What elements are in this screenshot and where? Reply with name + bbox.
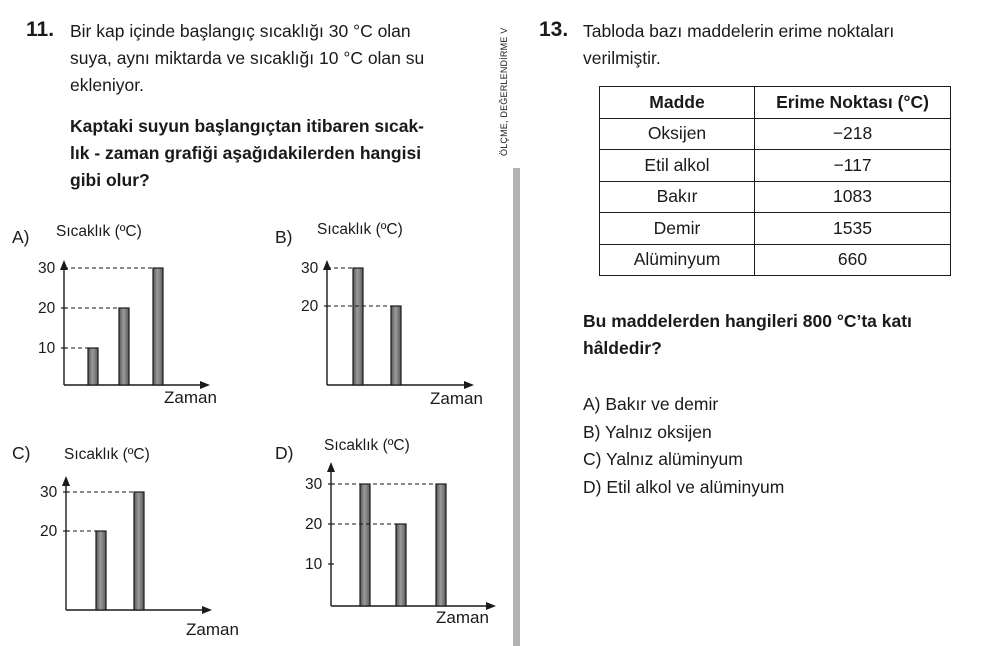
x-axis-arrow <box>202 606 212 614</box>
table-header-row <box>600 87 951 119</box>
bar <box>119 308 129 385</box>
q13-question-line: hâldedir? <box>583 338 662 358</box>
table-cell: Alüminyum <box>600 244 755 276</box>
y-tick-label: 30 <box>38 260 56 277</box>
bar <box>153 268 163 385</box>
q13-stem-line: verilmiştir. <box>583 48 661 68</box>
bar <box>360 484 370 606</box>
choice-text: Yalnız oksijen <box>605 421 712 442</box>
table-cell: −218 <box>755 118 951 150</box>
choice-letter: D) <box>583 476 602 497</box>
bar <box>391 306 401 385</box>
q11-question-line: lık - zaman grafiği aşağıdakilerden hangisi <box>70 143 422 163</box>
table-header-cell: Erime Noktası (°C) <box>755 87 951 119</box>
y-axis-label: Sıcaklık (ºC) <box>324 437 410 454</box>
y-tick-label: 20 <box>305 516 323 533</box>
choice-d[interactable] <box>583 474 784 502</box>
bar <box>436 484 446 606</box>
x-axis-label: Zaman <box>164 388 217 407</box>
y-axis-arrow <box>327 462 335 472</box>
x-axis-label: Zaman <box>436 608 489 627</box>
q13-stem-line: Tabloda bazı maddelerin erime noktaları <box>583 21 895 41</box>
y-tick-label: 20 <box>40 523 58 540</box>
y-axis-arrow <box>62 476 70 486</box>
choice-a[interactable] <box>583 391 784 419</box>
table-row <box>600 150 951 182</box>
table-cell: 1535 <box>755 213 951 245</box>
table-cell: 1083 <box>755 181 951 213</box>
table-header-cell: Madde <box>600 87 755 119</box>
q13-number: 13. <box>539 18 569 41</box>
q13-question-line: Bu maddelerden hangileri 800 °C’ta katı <box>583 311 912 331</box>
table-row <box>600 244 951 276</box>
bar <box>353 268 363 385</box>
y-tick-label: 30 <box>40 484 58 501</box>
q11-stem-line: suya, aynı miktarda ve sıcaklığı 10 °C olan su <box>70 48 425 68</box>
q11-number: 11. <box>26 18 55 41</box>
x-axis-label: Zaman <box>430 389 483 408</box>
bar <box>134 492 144 610</box>
bar <box>396 524 406 606</box>
table-row <box>600 213 951 245</box>
q13-stem <box>583 18 894 72</box>
q13-choices <box>583 391 784 501</box>
y-tick-label: 20 <box>301 298 319 315</box>
choice-letter: A) <box>583 394 601 414</box>
y-tick-label: 30 <box>305 476 323 493</box>
y-tick-label: 10 <box>38 340 56 357</box>
x-axis-arrow <box>464 381 474 389</box>
choice-c[interactable] <box>583 446 784 474</box>
choice-text: Etil alkol ve alüminyum <box>606 476 785 497</box>
table-cell: Oksijen <box>600 118 755 150</box>
q13-question <box>583 308 912 362</box>
y-tick-label: 10 <box>305 556 323 573</box>
side-label: ÖLÇME, DEĞERLENDİRME V <box>499 27 509 156</box>
option-d-letter[interactable]: D) <box>275 443 294 463</box>
y-tick-label: 30 <box>301 260 319 277</box>
choice-letter: C) <box>583 449 602 469</box>
option-b-letter[interactable]: B) <box>275 227 293 247</box>
choice-b[interactable] <box>583 419 784 447</box>
y-axis-label: Sıcaklık (ºC) <box>64 446 150 463</box>
choice-text: Yalnız alüminyum <box>606 449 743 469</box>
choice-letter: B) <box>583 421 601 442</box>
y-tick-label: 20 <box>38 300 56 317</box>
choice-text: Bakır ve demir <box>605 394 719 414</box>
melting-points-table <box>599 86 951 276</box>
table-row <box>600 118 951 150</box>
y-axis-label: Sıcaklık (ºC) <box>56 223 142 240</box>
q11-stem-line: Bir kap içinde başlangıç sıcaklığı 30 °C olan <box>70 21 411 41</box>
x-axis-label: Zaman <box>186 620 239 639</box>
table-row <box>600 181 951 213</box>
table-cell: 660 <box>755 244 951 276</box>
q11-question-line: gibi olur? <box>70 170 150 190</box>
table-cell: Demir <box>600 213 755 245</box>
table-cell: −117 <box>755 150 951 182</box>
bar <box>96 531 106 610</box>
table-cell: Bakır <box>600 181 755 213</box>
q11-stem-line: ekleniyor. <box>70 75 144 95</box>
y-axis-label: Sıcaklık (ºC) <box>317 221 403 238</box>
q11-question-line: Kaptaki suyun başlangıçtan itibaren sıcak- <box>70 116 424 136</box>
table-cell: Etil alkol <box>600 150 755 182</box>
bar <box>88 348 98 385</box>
option-a-letter[interactable]: A) <box>12 227 30 247</box>
option-c-letter[interactable]: C) <box>12 443 31 463</box>
